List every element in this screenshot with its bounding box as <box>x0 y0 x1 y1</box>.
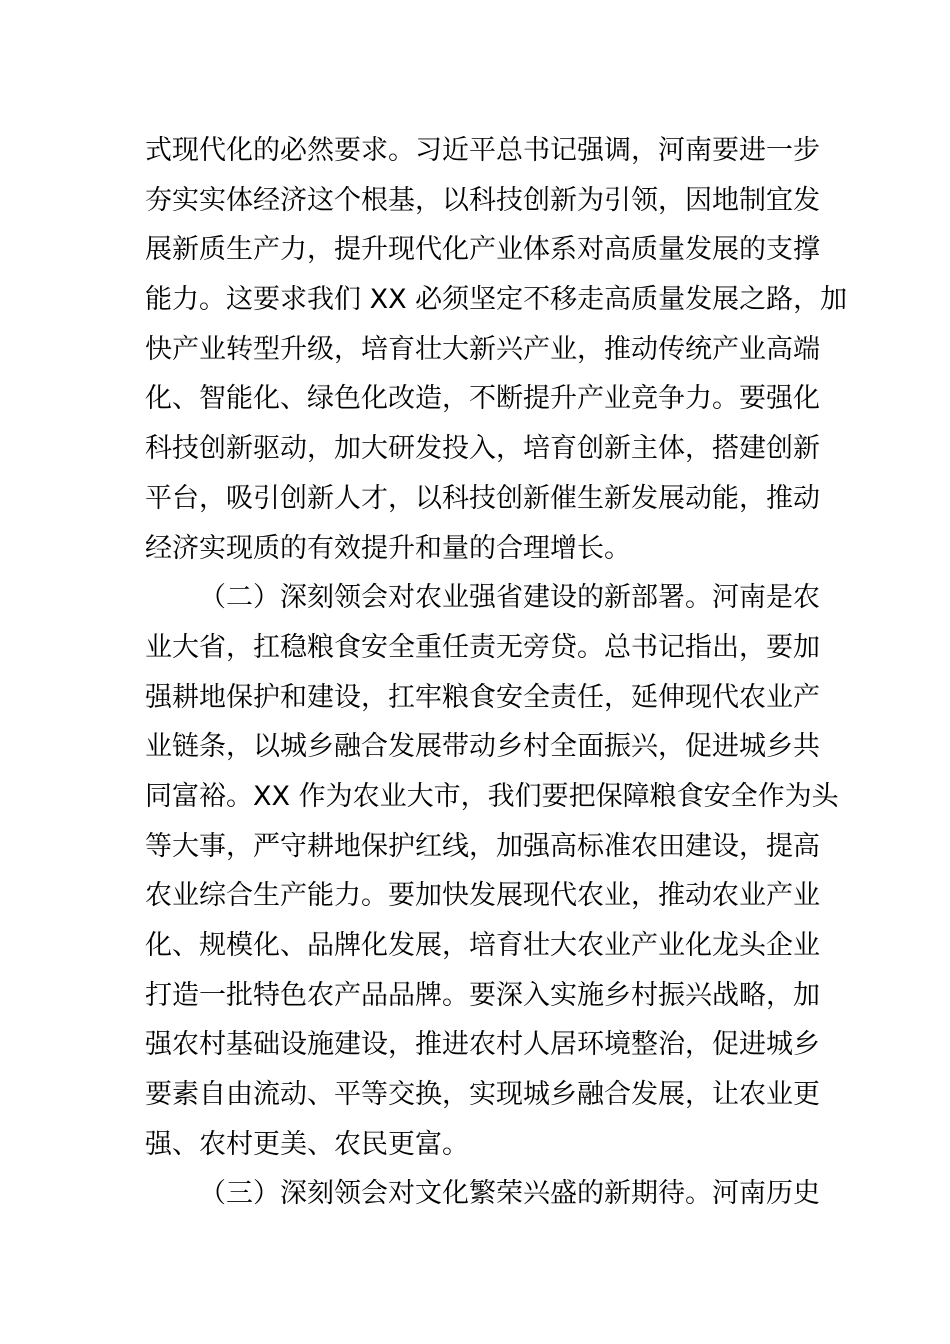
text-line: 科技创新驱动，加大研发投入，培育创新主体，搭建创新 <box>145 433 820 465</box>
text-line: 式现代化的必然要求。习近平总书记强调，河南要进一步 <box>145 135 820 166</box>
text-line: 业链条，以城乡融合发展带动乡村全面振兴，促进城乡共 <box>145 731 820 763</box>
text-line: 展新质生产力，提升现代化产业体系对高质量发展的支撑 <box>145 234 820 266</box>
section-heading-line: （二）深刻领会对农业强省建设的新部署。河南是农 <box>199 582 820 614</box>
text-line: 能力。这要求我们 XX 必须坚定不移走高质量发展之路，加 <box>145 284 848 316</box>
section-heading-line: （三）深刻领会对文化繁荣兴盛的新期待。河南历史 <box>199 1178 820 1210</box>
text-line: 业大省，扛稳粮食安全重任责无旁贷。总书记指出，要加 <box>145 631 820 663</box>
text-line: 化、规模化、品牌化发展，培育壮大农业产业化龙头企业 <box>145 930 820 961</box>
paragraph-end-line: 强、农村更美、农民更富。 <box>145 1128 469 1160</box>
text-line: 夯实实体经济这个根基，以科技创新为引领，因地制宜发 <box>145 184 820 216</box>
text-line: 快产业转型升级，培育壮大新兴产业，推动传统产业高端 <box>145 333 820 365</box>
body-text <box>145 126 848 1219</box>
text-line: 打造一批特色农产品品牌。要深入实施乡村振兴战略，加 <box>145 979 820 1011</box>
text-line: 强耕地保护和建设，扛牢粮食安全责任，延伸现代农业产 <box>145 681 820 713</box>
text-line: 等大事，严守耕地保护红线，加强高标准农田建设，提高 <box>145 830 820 862</box>
text-line: 同富裕。XX 作为农业大市，我们要把保障粮食安全作为头 <box>145 780 839 812</box>
text-line: 农业综合生产能力。要加快发展现代农业，推动农业产业 <box>145 880 820 912</box>
text-line: 要素自由流动、平等交换，实现城乡融合发展，让农业更 <box>145 1079 820 1111</box>
paragraph-end-line: 经济实现质的有效提升和量的合理增长。 <box>145 532 631 564</box>
text-line: 平台，吸引创新人才，以科技创新催生新发展动能，推动 <box>145 482 820 514</box>
text-line: 化、智能化、绿色化改造，不断提升产业竞争力。要强化 <box>145 383 820 415</box>
text-line: 强农村基础设施建设，推进农村人居环境整治，促进城乡 <box>145 1029 820 1061</box>
